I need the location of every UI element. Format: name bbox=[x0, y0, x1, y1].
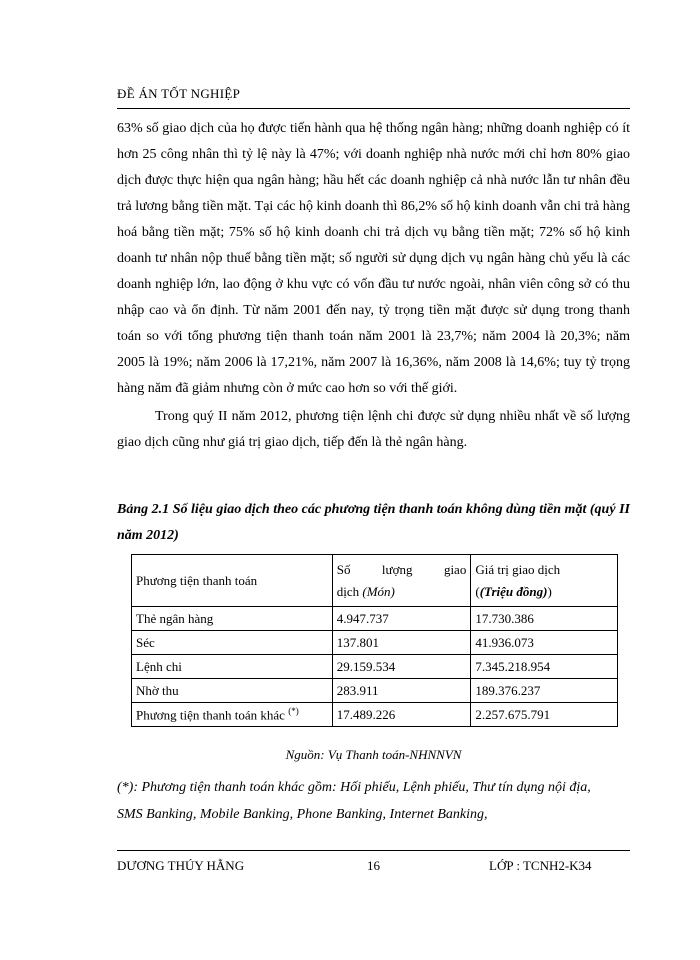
table-row bbox=[132, 679, 618, 703]
cell-count: 29.159.534 bbox=[332, 655, 471, 679]
footer-divider bbox=[117, 850, 630, 851]
header-divider bbox=[117, 108, 630, 109]
header-count-word1: Số bbox=[336, 561, 351, 577]
header-count-word2: lượng bbox=[381, 561, 413, 577]
cell-name: Thẻ ngân hàng bbox=[132, 607, 333, 631]
cell-count: 137.801 bbox=[332, 631, 471, 655]
footnote bbox=[117, 774, 630, 828]
table-source: Nguồn: Vụ Thanh toán-NHNNVN bbox=[285, 747, 462, 762]
header-value-line1: Giá trị giao dịch bbox=[475, 561, 561, 577]
footnote-line-2: SMS Banking, Mobile Banking, Phone Banking, Internet Banking, bbox=[117, 807, 488, 822]
cell-value: 2.257.675.791 bbox=[471, 703, 618, 727]
cell-value: 17.730.386 bbox=[471, 607, 618, 631]
table-row bbox=[132, 631, 618, 655]
footer-author: DƯƠNG THÚY HẰNG bbox=[117, 858, 245, 873]
footnote-line-1: (*): Phương tiện thanh toán khác gồm: Hối phiếu, Lệnh phiếu, Thư tín dụng nội địa, bbox=[117, 780, 591, 795]
page-number: 16 bbox=[367, 858, 380, 873]
payment-table bbox=[131, 554, 618, 727]
cell-name: Séc bbox=[132, 631, 333, 655]
footer-class: LỚP : TCNH2-K34 bbox=[489, 858, 592, 873]
footnote-mark: (*) bbox=[288, 705, 299, 716]
paragraph-1: 63% số giao dịch của họ được tiến hành qua hệ thống ngân hàng; những doanh nghiệp có ít hơn 25 công nhân thì tỷ lệ này là 47%; với doanh nghiệp nhà nước mới chỉ hơn 80% giao dịch được thực hiện qua ngân hàng; hầu hết các doanh nghiệp cả nhà nước lẫn tư nhân đều trả lương bằng tiền mặt. Tại các hộ kinh doanh thì 86,2% số hộ kinh doanh vẫn chi trả hàng hoá bằng tiền mặt; 75% số hộ kinh doanh chi trả dịch vụ bằng tiền mặt; 72% số hộ kinh doanh tư nhân nộp thuế bằng tiền mặt; số người sử dụng dịch vụ ngân hàng chủ yếu là các doanh nghiệp lớn, lao động ở khu vực có vốn đầu tư nước ngoài, nhân viên công sở có thu nhập cao và ổn định. Từ năm 2001 đến nay, tỷ trọng tiền mặt được sử dụng trong thanh toán so với tổng phương tiện thanh toán năm 2001 là 23,7%; năm 2004 là 20,3%; năm 2005 là 19%; năm 2006 là 17,21%, năm 2007 là 16,36%, năm 2008 là 14,6%; tuy tỷ trọng hàng năm đã giảm nhưng còn ở mức cao hơn so với thế giới. bbox=[117, 121, 630, 396]
cell-count: 17.489.226 bbox=[332, 703, 471, 727]
header-value-unit: (Triệu đồng) bbox=[479, 583, 548, 599]
header-transaction-value: Giá trị giao dịch ((Triệu đồng)) bbox=[471, 555, 618, 607]
table-caption: Bảng 2.1 Số liệu giao dịch theo các phương tiện thanh toán không dùng tiền mặt (quý II năm 2012) bbox=[117, 502, 630, 543]
cell-value: 41.936.073 bbox=[471, 631, 618, 655]
cell-name bbox=[132, 703, 333, 727]
header-count-unit: (Món) bbox=[362, 583, 395, 599]
cell-name-text: Phương tiện thanh toán khác bbox=[136, 707, 285, 723]
cell-value: 189.376.237 bbox=[471, 679, 618, 703]
cell-count: 283.911 bbox=[332, 679, 471, 703]
table-row bbox=[132, 655, 618, 679]
body-text bbox=[117, 116, 630, 456]
header-payment-method: Phương tiện thanh toán bbox=[132, 555, 333, 607]
cell-name: Lệnh chi bbox=[132, 655, 333, 679]
cell-value: 7.345.218.954 bbox=[471, 655, 618, 679]
header-transaction-count bbox=[332, 555, 471, 607]
page-header: ĐỀ ÁN TỐT NGHIỆP bbox=[117, 86, 241, 101]
cell-name: Nhờ thu bbox=[132, 679, 333, 703]
header-count-word3: giao bbox=[443, 561, 467, 577]
table-header-row bbox=[132, 555, 618, 607]
header-count-line2: dịch bbox=[336, 583, 360, 599]
cell-count: 4.947.737 bbox=[332, 607, 471, 631]
table-row bbox=[132, 607, 618, 631]
paragraph-2: Trong quý II năm 2012, phương tiện lệnh chi được sử dụng nhiều nhất về số lượng giao dịch cũng như giá trị giao dịch, tiếp đến là thẻ ngân hàng. bbox=[117, 409, 630, 450]
table-row bbox=[132, 703, 618, 727]
